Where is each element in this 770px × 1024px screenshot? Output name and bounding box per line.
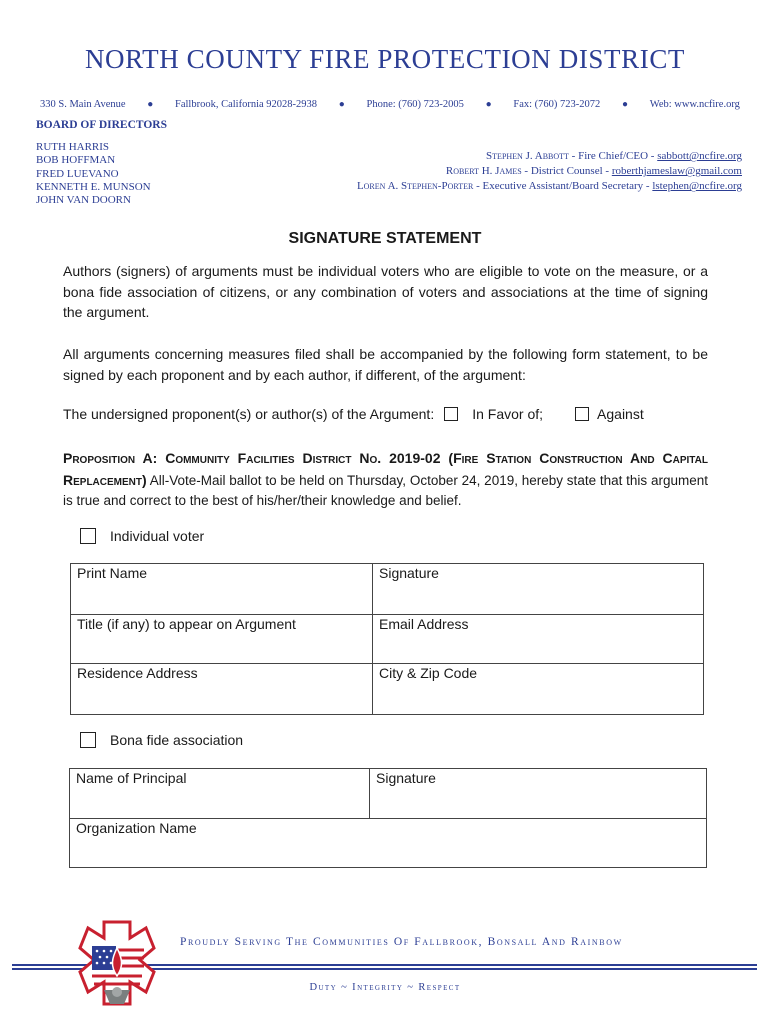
staff-entry <box>357 164 742 179</box>
residence-address-field[interactable]: Residence Address <box>71 664 373 715</box>
proposition-paragraph <box>63 448 708 512</box>
staff-email-link[interactable]: roberthjameslaw@gmail.com <box>611 165 742 178</box>
board-member: BOB HOFFMAN <box>36 154 116 167</box>
position-row <box>63 406 644 422</box>
footer-tagline: Proudly Serving The Communities Of Fallbrook, Bonsall And Rainbow <box>180 936 623 948</box>
separator-dot: ● <box>485 99 492 110</box>
staff-role: - Executive Assistant/Board Secretary - <box>473 180 653 193</box>
statement-title: SIGNATURE STATEMENT <box>288 230 482 247</box>
print-name-field[interactable]: Print Name <box>71 564 373 615</box>
contact-address: 330 S. Main Avenue <box>40 99 126 110</box>
contact-fax: Fax: (760) 723-2072 <box>513 99 601 110</box>
staff-entry <box>357 149 742 164</box>
table-row <box>70 819 707 868</box>
title-field[interactable]: Title (if any) to appear on Argument <box>71 615 373 664</box>
individual-voter-table <box>70 563 704 715</box>
in-favor-checkbox[interactable] <box>444 407 458 421</box>
against-label: Against <box>597 406 644 422</box>
individual-voter-option[interactable] <box>80 528 204 544</box>
eligibility-paragraph: Authors (signers) of arguments must be individual voters who are eligible to vote on the measure, or a bona fide association of citizens, or any combination of voters and associations at the time of signing the argument. <box>63 263 708 320</box>
association-option[interactable] <box>80 732 243 748</box>
in-favor-label: In Favor of; <box>472 406 544 422</box>
association-table <box>69 768 707 868</box>
board-heading: BOARD OF DIRECTORS <box>36 119 167 131</box>
board-member-list <box>36 141 151 207</box>
organization-name-field[interactable]: Organization Name <box>70 819 707 868</box>
contact-city: Fallbrook, California 92028-2938 <box>175 99 318 110</box>
individual-voter-label: Individual voter <box>110 528 205 544</box>
email-field[interactable]: Email Address <box>373 615 704 664</box>
table-row <box>71 664 704 715</box>
district-title: NORTH COUNTY FIRE PROTECTION DISTRICT <box>84 44 686 74</box>
separator-dot: ● <box>147 99 154 110</box>
board-member: RUTH HARRIS <box>36 141 110 153</box>
staff-entry <box>357 179 742 194</box>
table-row <box>70 769 707 819</box>
board-member: KENNETH E. MUNSON <box>36 180 151 193</box>
association-label: Bona fide association <box>110 732 244 748</box>
district-logo-icon <box>76 918 158 1010</box>
association-signature-field[interactable]: Signature <box>370 769 707 819</box>
proposition-text: All-Vote-Mail ballot to be held on Thursday, October 24, 2019, hereby state that this argument is true and correct to the best of his/her/their knowledge and belief. <box>63 472 708 508</box>
requirement-paragraph: All arguments concerning measures filed shall be accompanied by the following form statement, to be signed by each proponent and by each author, if different, of the argument: <box>63 346 708 383</box>
signature-field[interactable]: Signature <box>373 564 704 615</box>
board-member: JOHN VAN DOORN <box>36 194 131 207</box>
contact-row <box>40 99 740 110</box>
staff-name: Stephen J. Abbott <box>486 150 569 162</box>
staff-role: - Fire Chief/CEO - <box>568 150 658 162</box>
board-member: FRED LUEVANO <box>36 167 119 180</box>
staff-email-link[interactable]: sabbott@ncfire.org <box>657 150 742 162</box>
staff-name: Loren A. Stephen-Porter <box>356 180 474 193</box>
staff-list <box>357 149 742 195</box>
against-checkbox[interactable] <box>575 407 589 421</box>
table-row <box>71 615 704 664</box>
staff-name: Robert H. James <box>445 165 522 178</box>
staff-role: - District Counsel - <box>521 165 612 178</box>
footer-motto: Duty ~ Integrity ~ Respect <box>309 982 461 993</box>
contact-web: Web: www.ncfire.org <box>649 99 740 110</box>
principal-name-field[interactable]: Name of Principal <box>70 769 370 819</box>
table-row <box>71 564 704 615</box>
individual-voter-checkbox[interactable] <box>80 528 96 544</box>
city-zip-field[interactable]: City & Zip Code <box>373 664 704 715</box>
proposition-heading: Proposition A: Community Facilities District No. 2019-02 (Fire Station Construction And Capital Replacement) <box>63 450 708 488</box>
position-prompt: The undersigned proponent(s) or author(s) of the Argument: <box>63 406 435 422</box>
separator-dot: ● <box>622 99 629 110</box>
association-checkbox[interactable] <box>80 732 96 748</box>
contact-phone: Phone: (760) 723-2005 <box>366 99 464 110</box>
staff-email-link[interactable]: lstephen@ncfire.org <box>652 180 742 193</box>
separator-dot: ● <box>338 99 345 110</box>
